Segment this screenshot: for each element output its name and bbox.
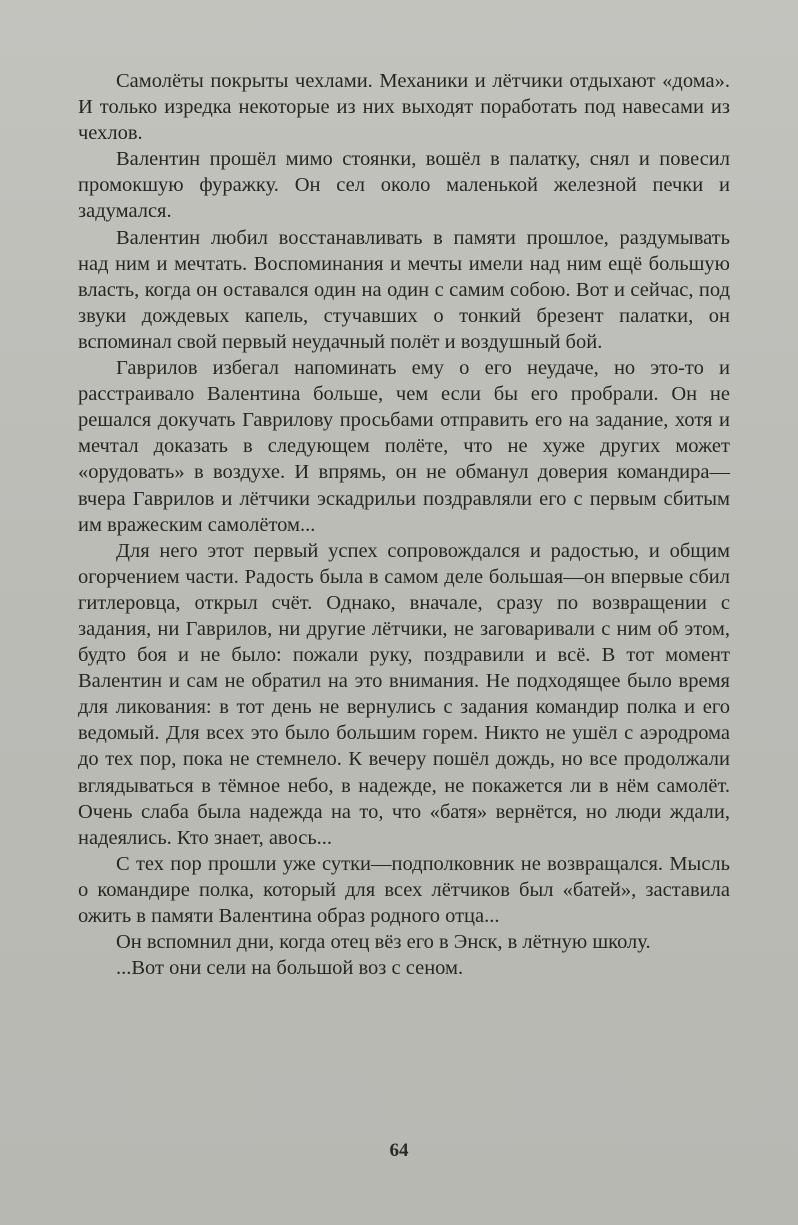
page-number: 64 xyxy=(389,1140,409,1161)
paragraph: Самолёты покрыты чехлами. Механики и лётчики отдыхают «дома». И только изредка некоторые из них выходят поработать под навесами из чехлов. xyxy=(78,70,730,145)
paragraph: ...Вот они сели на большой воз с сеном. xyxy=(116,957,464,980)
paragraph: Он вспомнил дни, когда отец вёз его в Энск, в лётную школу. xyxy=(116,931,651,954)
paragraph: Валентин любил восстанавливать в памяти прошлое, раздумывать над ним и мечтать. Воспоминания и мечты имели над ним ещё большую власть, когда он оставался один на один с самим собою. Вот и сейчас, под звуки дождевых капель, стучавших о тонкий брезент палатки, он вспоминал свой первый неудачный полёт и воздушный бой. xyxy=(78,226,730,353)
paragraph: Гаврилов избегал напоминать ему о его неудаче, но это-то и расстраивало Валентина больше, чем если бы его пробрали. Он не решался докучать Гаврилову просьбами отправить его на задание, хотя и мечтал доказать в следующем полёте, что не хуже других может «орудовать» в воздухе. И впрямь, он не обманул доверия командира—вчера Гаврилов и лётчики эскадрильи поздравляли его с первым сбитым им вражеским самолётом... xyxy=(78,357,730,536)
paragraph: Для него этот первый успех сопровождался и радостью, и общим огорчением части. Радость была в самом деле большая—он впервые сбил гитлеровца, открыл счёт. Однако, вначале, сразу по возвращении с задания, ни Гаврилов, ни другие лётчики, не заговаривали с ним об этом, будто боя и не было: пожали руку, поздравили и всё. В тот момент Валентин и сам не обратил на это внимания. Не подходящее было время для ликования: в тот день не вернулись с задания командир полка и его ведомый. Для всех это было большим горем. Никто не ушёл с аэродрома до тех пор, пока не стемнело. К вечеру пошёл дождь, но все продолжали вглядываться в тёмное небо, в надежде, не покажется ли в нём самолёт. Очень слаба была надежда на то, что «батя» вернётся, но люди ждали, надеялись. Кто знает, авось... xyxy=(78,539,730,849)
paragraph: С тех пор прошли уже сутки—подполковник не возвращался. Мысль о командире полка, который для всех лётчиков был «батей», заставила ожить в памяти Валентина образ родного отца... xyxy=(78,852,730,927)
paragraph: Валентин прошёл мимо стоянки, вошёл в палатку, снял и повесил промокшую фуражку. Он сел около маленькой железной печки и задумался. xyxy=(78,148,730,223)
body-text xyxy=(78,68,730,981)
